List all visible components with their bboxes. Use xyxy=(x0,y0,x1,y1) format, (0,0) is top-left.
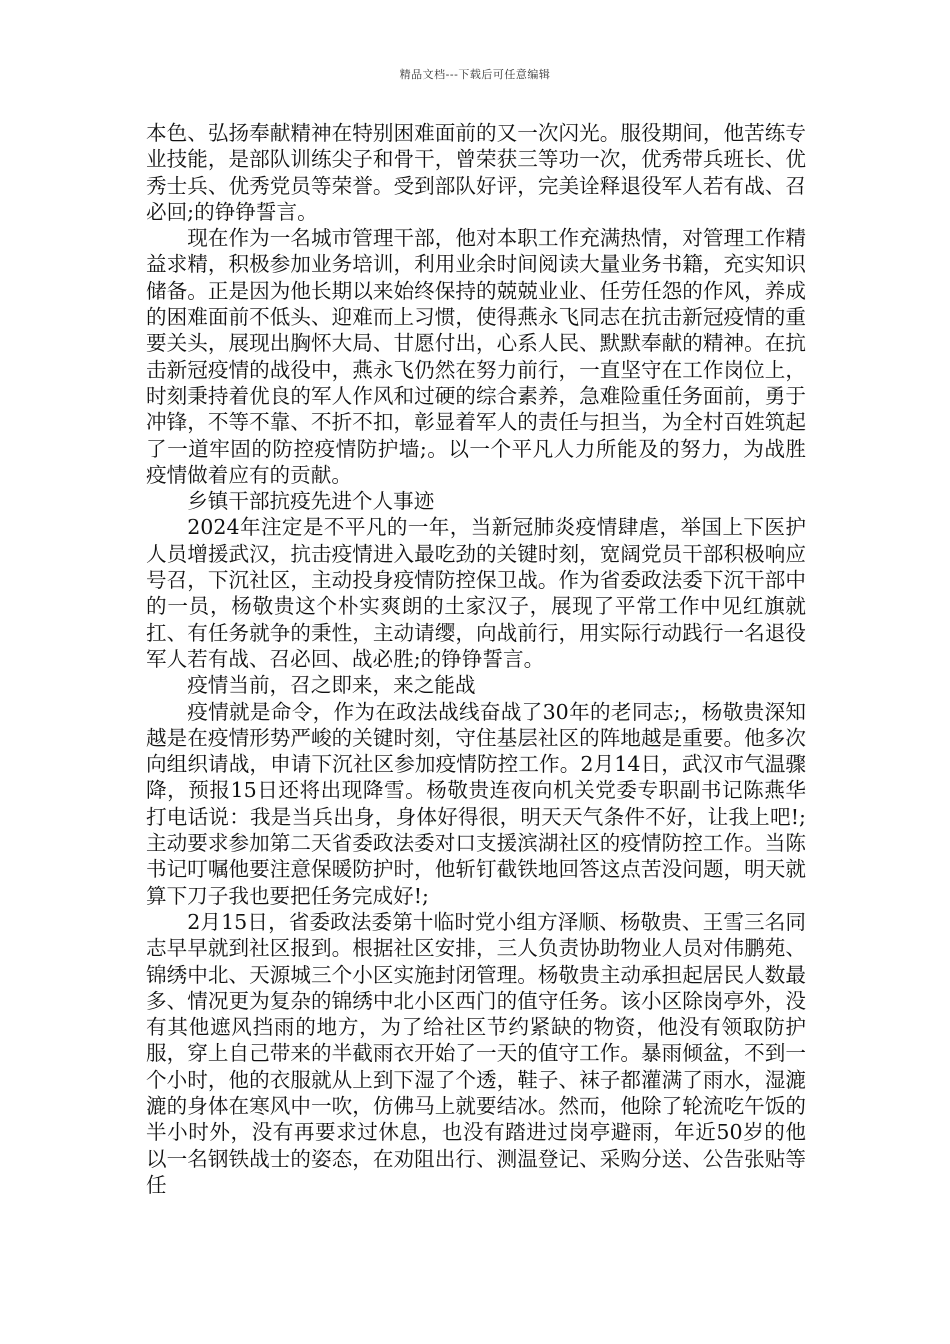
paragraph-epidemic-order: 疫情就是命令，作为在政法战线奋战了30年的老同志;，杨敬贵深知越是在疫情形势严峻的关键时刻，守住基层社区的阵地越是重要。他多次向组织请战，申请下沉社区参加疫情防控工作。2月14日，武汉市气温骤降，预报15日还将出现降雪。杨敬贵连夜向机关党委专职副书记陈燕华打电话说：我是当兵出身，身体好得很，明天天气条件不好，让我上吧!;主动要求参加第二天省委政法委对口支援滨湖社区的疫情防控工作。当陈书记叮嘱他要注意保暖防护时，他斩钉截铁地回答这点苦没问题，明天就算下刀子我也要把任务完成好!; xyxy=(146,699,806,908)
paragraph-service-record: 本色、弘扬奉献精神在特别困难面前的又一次闪光。服役期间，他苦练专业技能，是部队训练尖子和骨干，曾荣获三等功一次，优秀带兵班长、优秀士兵、优秀党员等荣誉。受到部队好评，完美诠释退役军人若有战、召必回;的铮铮誓言。 xyxy=(146,121,806,224)
paragraph-2024-intro: 2024年注定是不平凡的一年，当新冠肺炎疫情肆虐，举国上下医护人员增援武汉，抗击疫情进入最吃劲的关键时刻，宽阔党员干部积极响应号召，下沉社区，主动投身疫情防控保卫战。作为省委政法委下沉干部中的一员，杨敬贵这个朴实爽朗的土家汉子，展现了平常工作中见红旗就扛、有任务就争的秉性，主动请缨，向战前行，用实际行动践行一名退役军人若有战、召必回、战必胜;的铮铮誓言。 xyxy=(146,515,806,671)
page-header: 精品文档---下载后可任意编辑 xyxy=(399,68,551,81)
paragraph-feb-15: 2月15日，省委政法委第十临时党小组方泽顺、杨敬贵、王雪三名同志早早就到社区报到。根据社区安排，三人负责协助物业人员对伟鹏苑、锦绣中北、天源城三个小区实施封闭管理。杨敬贵主动承担起居民人数最多、情况更为复杂的锦绣中北小区西门的值守任务。该小区除岗亭外，没有其他遮风挡雨的地方，为了给社区节约紧缺的物资，他没有领取防护服，穿上自己带来的半截雨衣开始了一天的值守工作。暴雨倾盆，不到一个小时，他的衣服就从上到下湿了个透，鞋子、袜子都灌满了雨水，湿漉漉的身体在寒风中一吹，仿佛马上就要结冰。然而，他除了轮流吃午饭的半小时外，没有再要求过休息，也没有踏进过岗亭避雨，年近50岁的他以一名钢铁战士的姿态，在劝阻出行、测温登记、采购分送、公告张贴等任 xyxy=(146,909,806,1197)
section-title: 乡镇干部抗疫先进个人事迹 xyxy=(187,489,435,514)
section-subtitle: 疫情当前，召之即来，来之能战 xyxy=(187,673,476,698)
paragraph-city-management: 现在作为一名城市管理干部，他对本职工作充满热情，对管理工作精益求精，积极参加业务培训，利用业余时间阅读大量业务书籍，充实知识储备。正是因为他长期以来始终保持的兢兢业业、任劳任怨的作风，养成的困难面前不低头、迎难而上习惯，使得燕永飞同志在抗击新冠疫情的重要关头，展现出胸怀大局、甘愿付出，心系人民、默默奉献的精神。在抗击新冠疫情的战役中，燕永飞仍然在努力前行，一直坚守在工作岗位上，时刻秉持着优良的军人作风和过硬的综合素养，急难险重任务面前，勇于冲锋，不等不靠、不折不扣，彰显着军人的责任与担当，为全村百姓筑起了一道牢固的防控疫情防护墙;。以一个平凡人力所能及的努力，为战胜疫情做着应有的贡献。 xyxy=(146,226,806,487)
document-body xyxy=(146,120,806,1198)
